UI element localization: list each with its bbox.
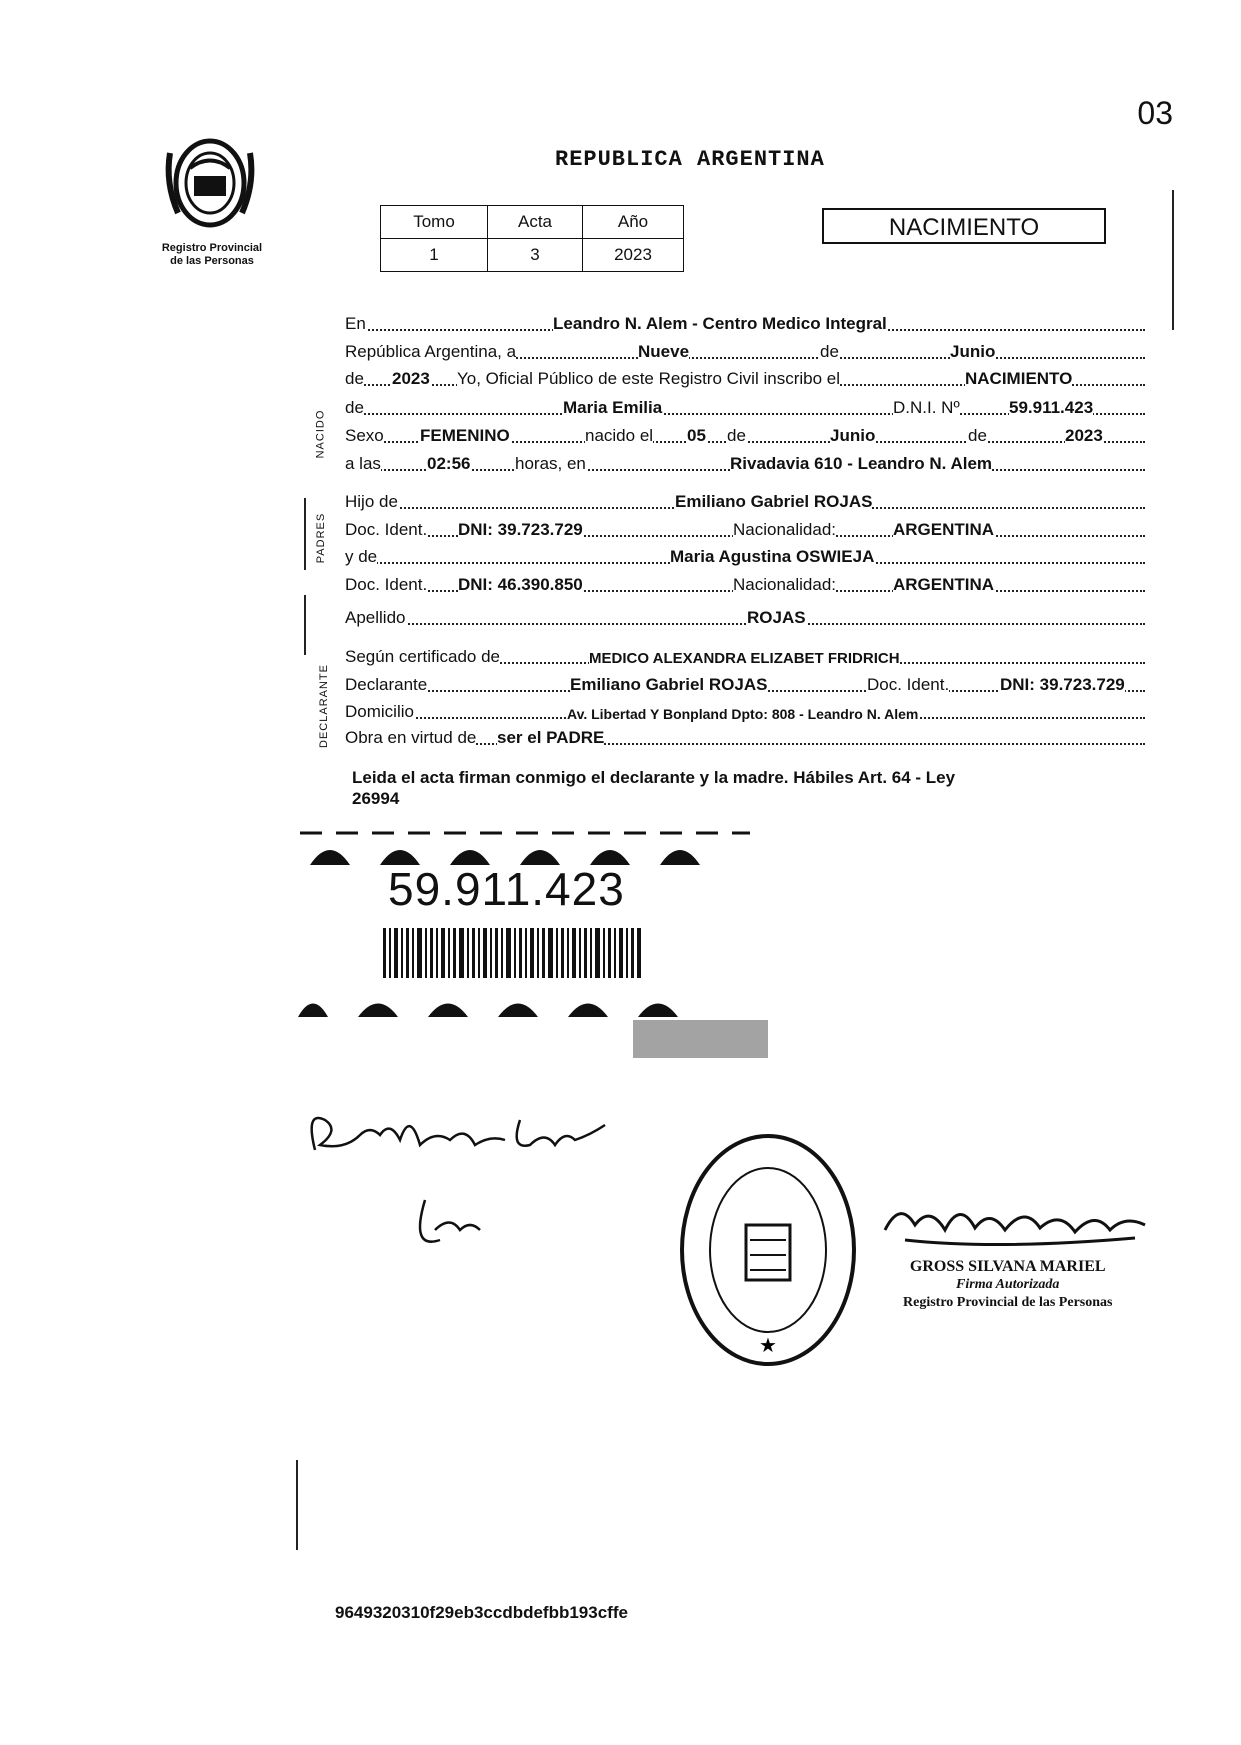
form-row-declarant: Declarante Emiliano Gabriel ROJAS Doc. Ident. DNI: 39.723.729 (345, 671, 1145, 695)
form-row-address: Domicilio Av. Libertad Y Bonpland Dpto: 808 - Leandro N. Alem (345, 698, 1145, 722)
page-number: 03 (1137, 95, 1173, 131)
declarant-signature-image (300, 1090, 640, 1260)
side-label-padres: PADRES (315, 512, 328, 564)
barcode (383, 928, 643, 978)
svg-text:★: ★ (759, 1333, 777, 1357)
organization-name: Registro Provincial de las Personas (161, 242, 263, 267)
provincial-coat-of-arms-logo (160, 128, 260, 238)
side-label-nacido: NACIDO (314, 409, 327, 459)
security-pattern-bottom (298, 985, 778, 1060)
form-row-date: República Argentina, a Nueve de Junio (345, 338, 1145, 362)
authorizer-info: GROSS SILVANA MARIEL Firma Autorizada Registro Provincial de las Personas (903, 1258, 1113, 1310)
registry-table (380, 205, 684, 272)
form-row-place: En Leandro N. Alem - Centro Medico Integral (345, 310, 1145, 334)
side-label-declarante: DECLARANTE (317, 664, 330, 748)
table-cell: 3 (488, 239, 583, 272)
document-hash: 9649320310f29eb3ccdbdefbb193cffe (335, 1603, 628, 1622)
form-row-time: a las 02:56 horas, en Rivadavia 610 - Leandro N. Alem (345, 450, 1145, 474)
form-row-mother: y de Maria Agustina OSWIEJA (345, 543, 1145, 567)
table-header: Tomo (381, 206, 488, 239)
form-row-father-doc: Doc. Ident. DNI: 39.723.729 Nacionalidad: ARGENTINA (345, 516, 1145, 540)
table-cell: 1 (381, 239, 488, 272)
form-row-mother-doc: Doc. Ident. DNI: 46.390.850 Nacionalidad: ARGENTINA (345, 571, 1145, 595)
document-title: REPUBLICA ARGENTINA (555, 147, 825, 172)
margin-mark (1172, 190, 1174, 330)
official-seal (678, 1130, 858, 1370)
table-header: Acta (488, 206, 583, 239)
form-row-reason: Obra en virtud de ser el PADRE (345, 724, 1145, 748)
closing-statement: Leida el acta firman conmigo el declarante y la madre. Hábiles Art. 64 - Ley 26994 (352, 768, 956, 808)
form-row-sex: Sexo FEMENINO nacido el 05 de Junio de 2023 (345, 422, 1145, 446)
form-row-certificate: Según certificado de MEDICO ALEXANDRA ELIZABET FRIDRICH (345, 643, 1145, 667)
authorizer-signature-image (875, 1190, 1155, 1260)
table-cell: 2023 (583, 239, 684, 272)
table-header: Año (583, 206, 684, 239)
form-row-name: de Maria Emilia D.N.I. Nº 59.911.423 (345, 394, 1145, 418)
form-row-father: Hijo de Emiliano Gabriel ROJAS (345, 488, 1145, 512)
margin-mark (304, 498, 306, 570)
record-type-box: NACIMIENTO (822, 208, 1106, 244)
security-pattern-top (300, 827, 760, 867)
form-row-inscription: de 2023 Yo, Oficial Público de este Registro Civil inscribo el NACIMIENTO (345, 365, 1145, 389)
margin-mark (304, 595, 306, 655)
margin-mark (296, 1460, 298, 1550)
stamp-dni-number: 59.911.423 (388, 863, 625, 915)
form-row-surname: Apellido ROJAS (345, 604, 1145, 628)
